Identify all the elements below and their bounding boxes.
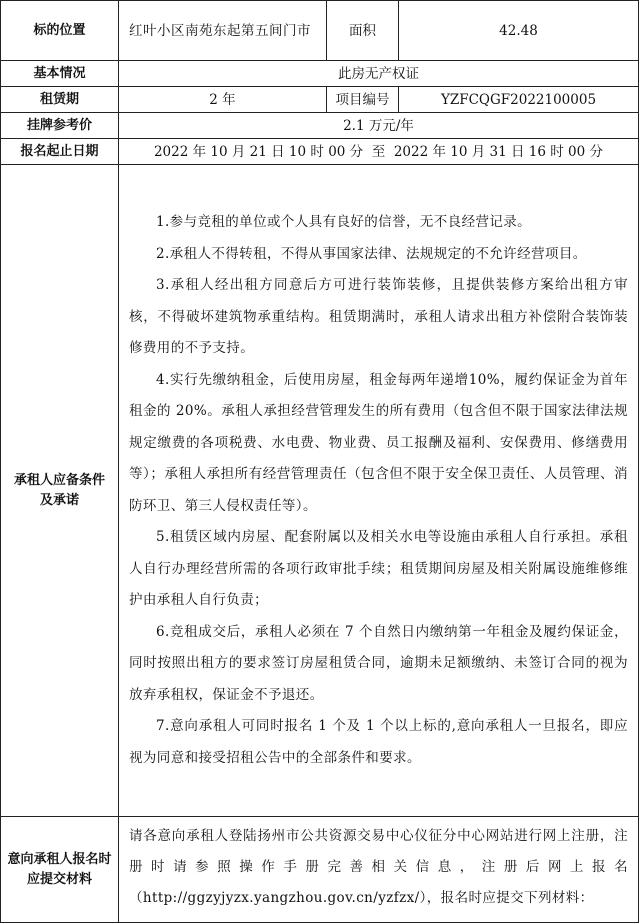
area-value: 42.48 (399, 1, 639, 61)
project-value: YZFCQGF2022100005 (399, 87, 639, 113)
dates-value: 2022 年 10 月 21 日 10 时 00 分 至 2022 年 10 月 31 日 16 时 00 分 (119, 139, 639, 165)
row-term (1, 87, 639, 113)
registration-label-line1: 意向承租人报名时 (7, 851, 112, 867)
row-dates (1, 139, 639, 165)
conditions-content (119, 165, 639, 817)
row-registration (1, 817, 639, 923)
registration-text: 请各意向承租人登陆扬州市公共资源交易中心仪征分中心网站进行网上注册，注册时请参照操作手册完善相关信息，注册后网上报名（http://ggzyjyzx.yangzhou.gov.cn/yzfzx/），报名时应提交下列材料： (129, 828, 628, 906)
dates-label: 报名起止日期 (1, 139, 119, 165)
registration-label (1, 817, 119, 923)
basic-label: 基本情况 (1, 61, 119, 87)
condition-item-5: 5.租赁区域内房屋、配套附属以及相关水电等设施由承租人自行承担。承租人自行办理经营所需的各项行政审批手续；租赁期间房屋及相关附属设施维修维护由承租人自行负责； (129, 529, 628, 608)
condition-item-6: 6.竞租成交后，承租人必须在 7 个自然日内缴纳第一年租金及履约保证金，同时按照出租方的要求签订房屋租赁合同，逾期未足额缴纳、未签订合同的视为放弃承租权，保证金不予退还。 (129, 623, 628, 703)
row-price (1, 113, 639, 139)
registration-label-line2: 应提交材料 (26, 871, 92, 887)
project-label: 项目编号 (327, 87, 399, 113)
price-value: 2.1 万元/年 (119, 113, 639, 139)
row-conditions (1, 165, 639, 817)
price-label: 挂牌参考价 (1, 113, 119, 139)
registration-content (119, 817, 639, 923)
basic-value: 此房无产权证 (119, 61, 639, 87)
location-label: 标的位置 (1, 1, 119, 61)
condition-item-2: 2.承租人不得转租，不得从事国家法律、法规规定的不允许经营项目。 (156, 245, 587, 262)
row-basic (1, 61, 639, 87)
area-label: 面积 (327, 1, 399, 61)
condition-item-3: 3.承租人经出租方同意后方可进行装饰装修，且提供装修方案给出租方审核，不得破坏建筑物承重结构。租赁期满时，承租人请求出租方补偿附合装饰装修费用的不予支持。 (129, 277, 628, 356)
conditions-label-line2: 及承诺 (39, 492, 79, 508)
conditions-label-line1: 承租人应备条件 (13, 472, 105, 488)
row-location (1, 1, 639, 61)
condition-item-4: 4.实行先缴纳租金，后使用房屋，租金每两年递增10%，履约保证金为首年租金的 20%。承租人承担经营管理发生的所有费用（包含但不限于国家法律法规规定缴费的各项税费、水电费、物业费、员工报酬及福利、安保费用、修缮费用等）；承租人承担所有经营管理责任（包含但不限于安全保卫责任、人员管理、消防环卫、第三人侵权责任等）。 (129, 371, 628, 514)
condition-item-1: 1.参与竞租的单位或个人具有良好的信誉，无不良经营记录。 (156, 214, 532, 230)
term-value: 2 年 (119, 87, 327, 113)
condition-item-7: 7.意向承租人可同时报名 1 个及 1 个以上标的,意向承租人一旦报名，即应视为同意和接受招租公告中的全部条件和要求。 (129, 718, 628, 766)
location-value: 红叶小区南苑东起第五间门市 (119, 1, 327, 61)
conditions-label (1, 165, 119, 817)
term-label: 租赁期 (1, 87, 119, 113)
